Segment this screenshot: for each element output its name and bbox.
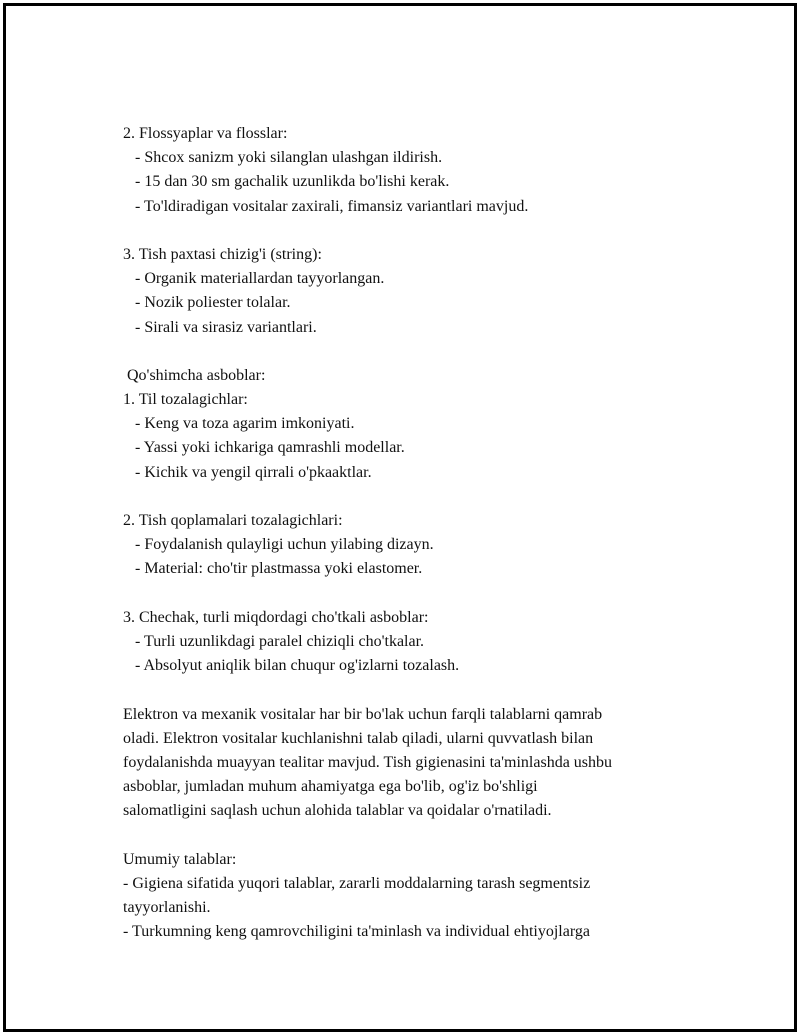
list-item: - To'ldiradigan vositalar zaxirali, fimansiz variantlari mavjud. <box>123 197 529 215</box>
list-item: - Turli uzunlikdagi paralel chiziqli cho'tkalar. <box>123 632 425 650</box>
document-body <box>123 122 683 944</box>
subsection-heading-qoplama: 2. Tish qoplamalari tozalagichlari: <box>123 512 343 529</box>
list-item: - Sirali va sirasiz variantlari. <box>123 318 317 336</box>
paragraph-line: foydalanishda muayyan tealitar mavjud. Tish gigienasini ta'minlashda ushbu <box>123 753 613 771</box>
list-item: - Keng va toza agarim imkoniyati. <box>123 415 355 433</box>
spacer <box>123 678 683 702</box>
list-item-continuation: tayyorlanishi. <box>123 899 211 916</box>
list-item: - Turkumning keng qamrovchiligini ta'minlash va individual ehtiyojlarga <box>123 923 590 941</box>
spacer <box>123 582 683 606</box>
section-heading-umumiy: Umumiy talablar: <box>123 850 237 868</box>
list-item: - Yassi yoki ichkariga qamrashli modellar. <box>123 439 405 457</box>
list-item: - Kichik va yengil qirrali o'pkaaktlar. <box>123 463 372 481</box>
list-item: - Shcox sanizm yoki silanglan ulashgan ildirish. <box>123 149 443 167</box>
subsection-heading-til: 1. Til tozalagichlar: <box>123 391 248 409</box>
section-heading-tish-paxtasi: 3. Tish paxtasi chizig'i (string): <box>123 245 322 263</box>
list-item: - Organik materiallardan tayyorlangan. <box>123 270 385 288</box>
paragraph-line: Elektron va mexanik vositalar har bir bo'lak uchun farqli talablarni qamrab <box>123 705 603 723</box>
spacer <box>123 485 683 509</box>
list-item: - Foydalanish qulayligi uchun yilabing dizayn. <box>123 536 434 554</box>
spacer <box>123 340 683 364</box>
paragraph-line: oladi. Elektron vositalar kuchlanishni talab qiladi, ularni quvvatlash bilan <box>123 729 594 747</box>
list-item: - Material: cho'tir plastmassa yoki elastomer. <box>123 560 423 578</box>
list-item: - 15 dan 30 sm gachalik uzunlikda bo'lishi kerak. <box>123 173 450 191</box>
subsection-heading-chechak: 3. Chechak, turli miqdordagi cho'tkali asboblar: <box>123 608 429 626</box>
spacer <box>123 823 683 847</box>
section-heading-flossyaplar: 2. Flossyaplar va flosslar: <box>123 125 288 142</box>
list-item: - Gigiena sifatida yuqori talablar, zararli moddalarning tarash segmentsiz <box>123 874 591 892</box>
paragraph-line: salomatligini saqlash uchun alohida talablar va qoidalar o'rnatiladi. <box>123 802 552 820</box>
section-heading-qoshimcha: Qo'shimcha asboblar: <box>123 366 266 384</box>
list-item: - Absolyut aniqlik bilan chuqur og'izlarni tozalash. <box>123 657 460 675</box>
spacer <box>123 219 683 243</box>
paragraph-line: asboblar, jumladan muhum ahamiyatga ega bo'lib, og'iz bo'shligi <box>123 778 538 796</box>
page-frame <box>3 3 797 1032</box>
list-item: - Nozik poliester tolalar. <box>123 294 291 312</box>
